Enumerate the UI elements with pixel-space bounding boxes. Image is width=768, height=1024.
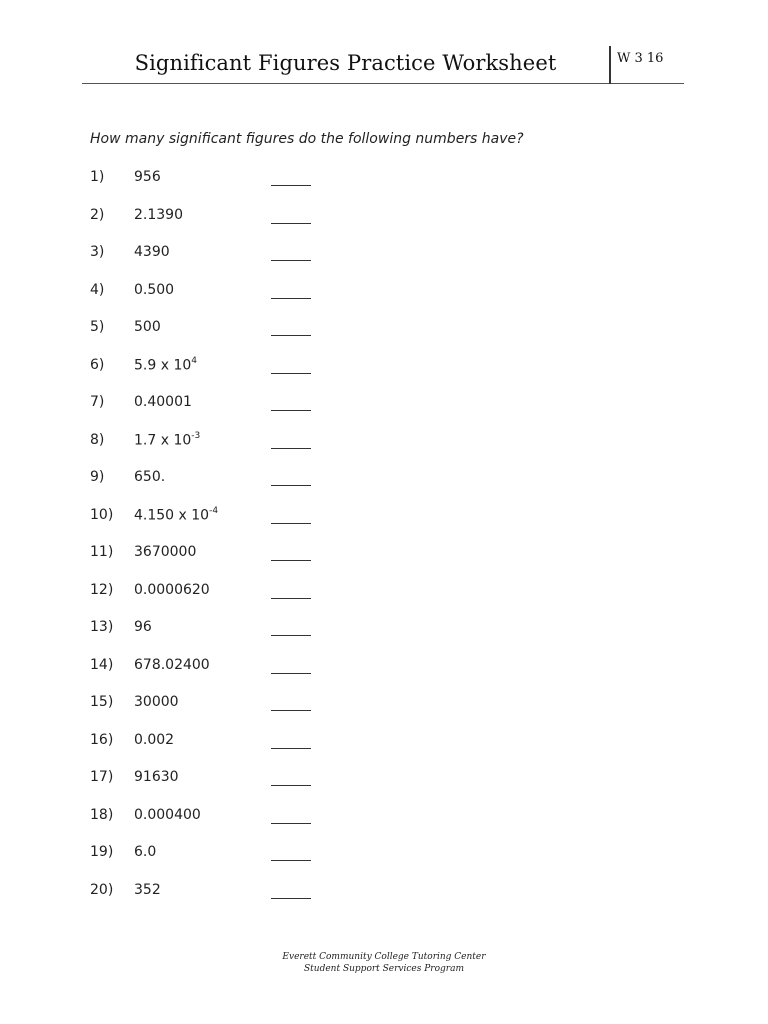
question-row bbox=[0, 469, 768, 493]
answer-blank[interactable] bbox=[271, 673, 311, 674]
answer-blank[interactable] bbox=[271, 560, 311, 561]
answer-blank[interactable] bbox=[271, 448, 311, 449]
question-number: 20) bbox=[90, 882, 114, 898]
question-value-base: 678.02400 bbox=[134, 657, 210, 673]
question-row bbox=[0, 769, 768, 793]
question-value bbox=[134, 732, 174, 748]
question-number: 15) bbox=[90, 694, 114, 710]
footer-line-1: Everett Community College Tutoring Center bbox=[282, 952, 486, 962]
answer-blank[interactable] bbox=[271, 373, 311, 374]
question-number: 13) bbox=[90, 619, 114, 635]
question-row bbox=[0, 582, 768, 606]
question-value bbox=[134, 282, 174, 298]
question-value bbox=[134, 507, 218, 524]
question-value-base: 5.9 x 10 bbox=[134, 357, 192, 374]
question-row bbox=[0, 319, 768, 343]
question-row bbox=[0, 807, 768, 831]
question-row bbox=[0, 169, 768, 193]
question-number: 1) bbox=[90, 169, 105, 185]
question-number: 17) bbox=[90, 769, 114, 785]
answer-blank[interactable] bbox=[271, 860, 311, 861]
question-value bbox=[134, 844, 156, 860]
question-row bbox=[0, 432, 768, 456]
question-value-base: 650. bbox=[134, 469, 166, 485]
question-value-base: 2.1390 bbox=[134, 207, 183, 223]
question-row bbox=[0, 507, 768, 531]
question-number: 11) bbox=[90, 544, 114, 560]
question-number: 8) bbox=[90, 432, 105, 448]
question-number: 9) bbox=[90, 469, 105, 485]
question-row bbox=[0, 732, 768, 756]
question-number: 16) bbox=[90, 732, 114, 748]
question-value-base: 6.0 bbox=[134, 844, 157, 860]
answer-blank[interactable] bbox=[271, 298, 311, 299]
question-row bbox=[0, 357, 768, 381]
question-value bbox=[134, 432, 200, 449]
answer-blank[interactable] bbox=[271, 485, 311, 486]
question-value bbox=[134, 207, 183, 223]
question-number: 19) bbox=[90, 844, 114, 860]
question-value-base: 3670000 bbox=[134, 544, 197, 560]
question-number: 18) bbox=[90, 807, 114, 823]
question-number: 12) bbox=[90, 582, 114, 598]
answer-blank[interactable] bbox=[271, 185, 311, 186]
answer-blank[interactable] bbox=[271, 635, 311, 636]
question-value bbox=[134, 769, 179, 785]
question-number: 6) bbox=[90, 357, 105, 373]
question-value bbox=[134, 657, 210, 673]
answer-blank[interactable] bbox=[271, 785, 311, 786]
question-value-base: 4390 bbox=[134, 244, 170, 260]
question-value bbox=[134, 882, 161, 898]
question-value-base: 1.7 x 10 bbox=[134, 432, 192, 449]
question-value bbox=[134, 394, 192, 410]
answer-blank[interactable] bbox=[271, 223, 311, 224]
question-value bbox=[134, 319, 161, 335]
question-number: 4) bbox=[90, 282, 105, 298]
question-value bbox=[134, 544, 196, 560]
question-value bbox=[134, 244, 170, 260]
question-row bbox=[0, 394, 768, 418]
question-value-base: 500 bbox=[134, 319, 161, 335]
instructions: How many significant figures do the following numbers have? bbox=[90, 131, 524, 147]
question-value bbox=[134, 807, 201, 823]
question-value bbox=[134, 169, 161, 185]
question-value-base: 30000 bbox=[134, 694, 179, 710]
answer-blank[interactable] bbox=[271, 598, 311, 599]
question-value bbox=[134, 357, 197, 374]
question-value-base: 0.002 bbox=[134, 732, 175, 748]
answer-blank[interactable] bbox=[271, 335, 311, 336]
question-row bbox=[0, 619, 768, 643]
question-row bbox=[0, 207, 768, 231]
question-row bbox=[0, 544, 768, 568]
question-number: 3) bbox=[90, 244, 105, 260]
answer-blank[interactable] bbox=[271, 710, 311, 711]
answer-blank[interactable] bbox=[271, 748, 311, 749]
question-value-base: 0.40001 bbox=[134, 394, 192, 410]
question-row bbox=[0, 282, 768, 306]
answer-blank[interactable] bbox=[271, 523, 311, 524]
question-value-base: 0.000400 bbox=[134, 807, 201, 823]
footer-line-2: Student Support Services Program bbox=[304, 964, 464, 974]
question-value-exponent: 4 bbox=[191, 356, 197, 366]
question-number: 14) bbox=[90, 657, 114, 673]
answer-blank[interactable] bbox=[271, 898, 311, 899]
question-number: 7) bbox=[90, 394, 105, 410]
question-value-base: 4.150 x 10 bbox=[134, 507, 210, 524]
question-value bbox=[134, 619, 152, 635]
question-value-exponent: -3 bbox=[191, 431, 201, 441]
question-row bbox=[0, 657, 768, 681]
question-value bbox=[134, 469, 165, 485]
question-value-exponent: -4 bbox=[209, 506, 219, 516]
question-number: 2) bbox=[90, 207, 105, 223]
question-value-base: 0.0000620 bbox=[134, 582, 210, 598]
question-value-base: 956 bbox=[134, 169, 161, 185]
question-number: 10) bbox=[90, 507, 114, 523]
question-row bbox=[0, 844, 768, 868]
answer-blank[interactable] bbox=[271, 823, 311, 824]
question-value-base: 0.500 bbox=[134, 282, 175, 298]
worksheet-code: W 3 16 bbox=[617, 51, 664, 66]
question-value-base: 91630 bbox=[134, 769, 179, 785]
question-value bbox=[134, 694, 179, 710]
question-row bbox=[0, 694, 768, 718]
page-title: Significant Figures Practice Worksheet bbox=[134, 51, 557, 75]
answer-blank[interactable] bbox=[271, 410, 311, 411]
footer bbox=[0, 951, 768, 975]
answer-blank[interactable] bbox=[271, 260, 311, 261]
question-value bbox=[134, 582, 210, 598]
question-number: 5) bbox=[90, 319, 105, 335]
question-row bbox=[0, 244, 768, 268]
question-value-base: 96 bbox=[134, 619, 152, 635]
question-value-base: 352 bbox=[134, 882, 161, 898]
question-row bbox=[0, 882, 768, 906]
